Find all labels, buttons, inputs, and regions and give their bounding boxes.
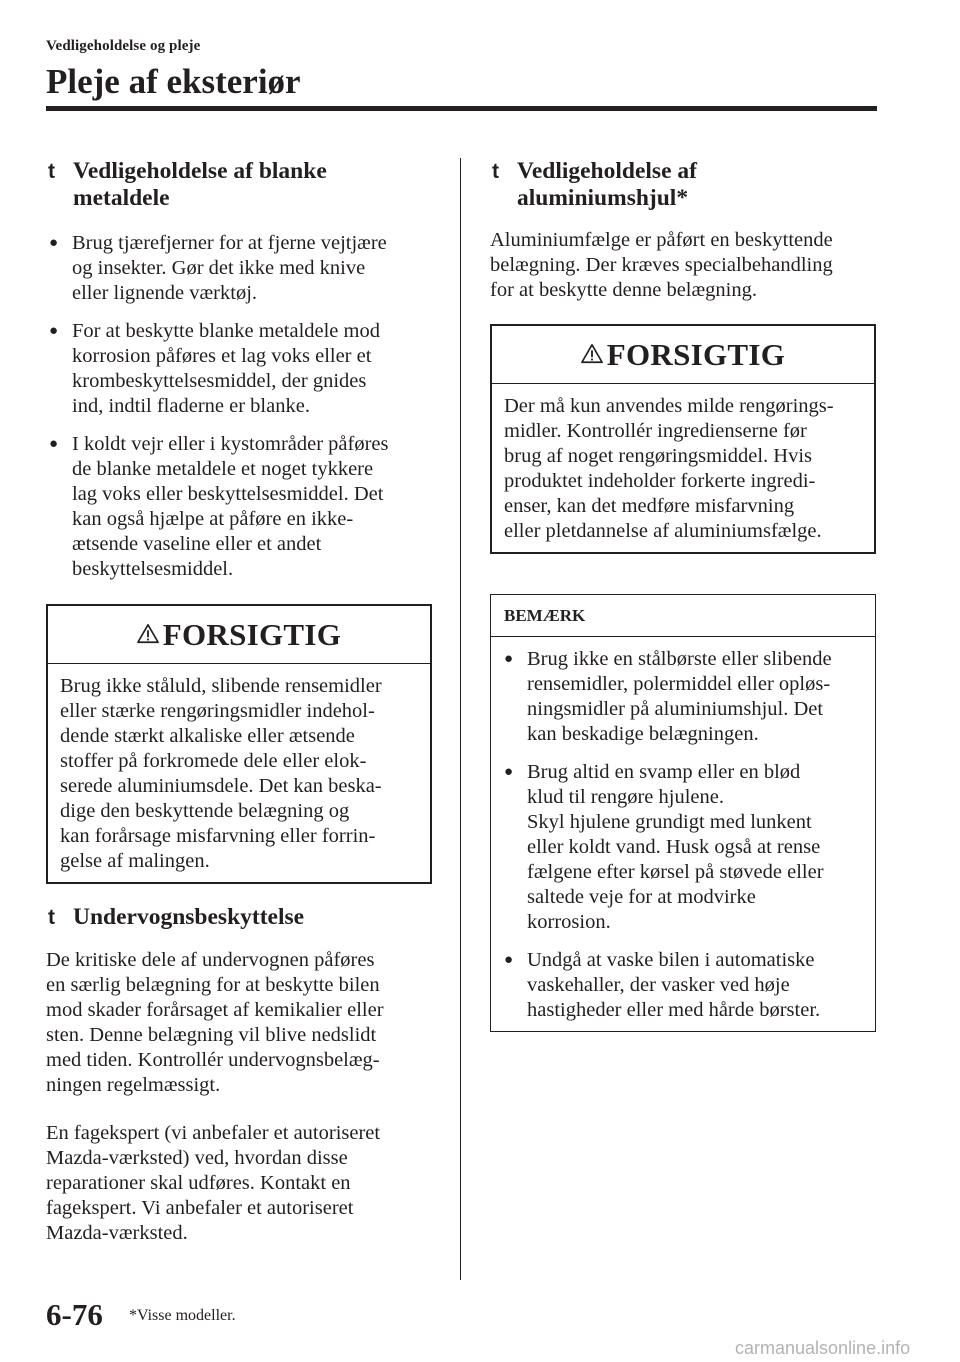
list-line: krombeskyttelsesmiddel, der gnides [72, 370, 367, 392]
header-rule [46, 106, 877, 111]
heading-line: Vedligeholdelse af blanke [73, 158, 327, 184]
list-line: og insekter. Gør det ikke med knive [72, 257, 366, 279]
note-title: BEMÆRK [491, 595, 875, 637]
underbody-paragraph-1 [46, 948, 432, 1098]
text-line: Aluminiumfælge er påført en beskyttende [490, 229, 833, 251]
list-item [501, 948, 865, 1023]
list-item [46, 231, 432, 306]
list-line: korrosion. [527, 911, 611, 933]
caution-line: midler. Kontrollér ingredienserne før [504, 420, 807, 442]
list-item [501, 647, 865, 747]
list-line: fælgene efter kørsel på støvede eller [527, 861, 824, 883]
list-line: Undgå at vaske bilen i automatiske [527, 949, 815, 971]
list-line: For at beskytte blanke metaldele mod [72, 320, 380, 342]
section-label: Vedligeholdelse og pleje [46, 38, 201, 54]
heading-marker-icon: t [48, 160, 55, 183]
caution-title: FORSIGTIG [606, 336, 786, 372]
text-line: ningen regelmæssigt. [46, 1074, 221, 1096]
heading-line: Undervognsbeskyttelse [73, 904, 305, 930]
caution-line: kan forårsage misfarvning eller forrin- [60, 825, 376, 847]
right-column [490, 158, 876, 1032]
heading-line: aluminiumshjul* [517, 185, 689, 211]
list-item [501, 760, 865, 935]
list-line: I koldt vejr eller i kystområder påføres [72, 433, 389, 455]
caution-title: FORSIGTIG [162, 616, 342, 652]
list-line: Skyl hjulene grundigt med lunkent [527, 811, 812, 833]
list-line: ind, indtil fladerne er blanke. [72, 395, 310, 417]
alloy-wheels-paragraph [490, 228, 876, 303]
list-line: korrosion påføres et lag voks eller et [72, 345, 372, 367]
caution-line: gelse af malingen. [60, 850, 210, 872]
heading-alloy-wheels [490, 158, 876, 212]
bullet-icon: ● [49, 235, 59, 251]
text-line: Mazda-værksted. [46, 1222, 188, 1244]
list-line: eller lignende værktøj. [72, 282, 258, 304]
list-line: rensemidler, polermiddel eller opløs- [527, 673, 831, 695]
warning-triangle-icon [581, 343, 603, 365]
page-title: Pleje af eksteriør [46, 62, 301, 101]
heading-line: Vedligeholdelse af [517, 158, 697, 184]
caution-text [492, 384, 874, 552]
list-line: Brug tjærefjerner for at fjerne vejtjære [72, 232, 387, 254]
caution-line: Brug ikke ståluld, slibende rensemidler [60, 675, 382, 697]
text-line: for at beskytte denne belægning. [490, 279, 758, 301]
text-line: belægning. Der kræves specialbehandling [490, 254, 833, 276]
heading-metal-parts [46, 158, 432, 212]
left-column [46, 158, 432, 1246]
text-line: reparationer skal udføres. Kontakt en [46, 1172, 351, 1194]
text-line: sten. Denne belægning vil blive nedslidt [46, 1024, 377, 1046]
text-line: med tiden. Kontrollér undervognsbelæg- [46, 1049, 380, 1071]
list-line: ætsende vaseline eller et andet [72, 533, 322, 555]
caution-header [492, 326, 874, 384]
text-line: De kritiske dele af undervognen påføres [46, 949, 375, 971]
text-line: fagekspert. Vi anbefaler et autoriseret [46, 1197, 354, 1219]
caution-line: stoffer på forkromede dele eller elok- [60, 750, 367, 772]
text-line: En fagekspert (vi anbefaler et autoriseret [46, 1122, 381, 1144]
text-line: en særlig belægning for at beskytte bilen [46, 974, 380, 996]
list-line: klud til rengøre hjulene. [527, 786, 724, 808]
list-line: kan beskadige belægningen. [527, 723, 759, 745]
footnote: *Visse modeller. [129, 1307, 236, 1324]
caution-line: dige den beskyttende belægning og [60, 800, 350, 822]
list-item [46, 432, 432, 582]
underbody-paragraph-2 [46, 1121, 432, 1246]
caution-line: brug af noget rengøringsmiddel. Hvis [504, 445, 813, 467]
list-line: kan også hjælpe at påføre en ikke- [72, 508, 354, 530]
heading-line: metaldele [73, 185, 170, 211]
page-header [46, 38, 876, 103]
watermark: carmanualsonline.info [735, 1338, 911, 1358]
list-item [46, 319, 432, 419]
bullet-icon: ● [49, 436, 59, 452]
list-line: de blanke metaldele et noget tykkere [72, 458, 374, 480]
column-divider [460, 158, 461, 1280]
caution-line: enser, kan det medføre misfarvning [504, 495, 795, 517]
page-number: 6-76 [46, 1297, 103, 1332]
bullet-icon: ● [504, 651, 514, 667]
list-line: vaskehaller, der vasker ved høje [527, 974, 790, 996]
list-line: ningsmidler på aluminiumshjul. Det [527, 698, 824, 720]
heading-underbody [46, 904, 432, 931]
caution-line: dende stærkt alkaliske eller ætsende [60, 725, 355, 747]
list-line: Brug ikke en stålbørste eller slibende [527, 648, 832, 670]
bullet-icon: ● [49, 323, 59, 339]
caution-text [48, 664, 430, 882]
note-box [490, 594, 876, 1032]
text-line: mod skader forårsaget af kemikalier eller [46, 999, 384, 1021]
list-line: saltede veje for at modvirke [527, 886, 756, 908]
caution-box-metal [46, 604, 432, 884]
caution-line: eller pletdannelse af aluminiumsfælge. [504, 520, 822, 542]
list-line: lag voks eller beskyttelsesmiddel. Det [72, 483, 384, 505]
caution-line: produktet indeholder forkerte ingredi- [504, 470, 816, 492]
warning-triangle-icon [137, 623, 159, 645]
bullet-icon: ● [504, 952, 514, 968]
heading-marker-icon: t [48, 906, 55, 929]
metal-care-list [46, 231, 432, 582]
text-line: Mazda-værksted) ved, hvordan disse [46, 1147, 348, 1169]
caution-line: serede aluminiumsdele. Det kan beska- [60, 775, 382, 797]
list-line: beskyttelsesmiddel. [72, 558, 234, 580]
caution-header [48, 606, 430, 664]
list-line: eller koldt vand. Husk også at rense [527, 836, 821, 858]
heading-marker-icon: t [492, 160, 499, 183]
caution-box-wheels [490, 324, 876, 554]
caution-line: Der må kun anvendes milde rengørings- [504, 395, 834, 417]
note-list [501, 647, 865, 1023]
list-line: Brug altid en svamp eller en blød [527, 761, 801, 783]
list-line: hastigheder eller med hårde børster. [527, 999, 821, 1021]
caution-line: eller stærke rengøringsmidler indehol- [60, 700, 375, 722]
bullet-icon: ● [504, 764, 514, 780]
